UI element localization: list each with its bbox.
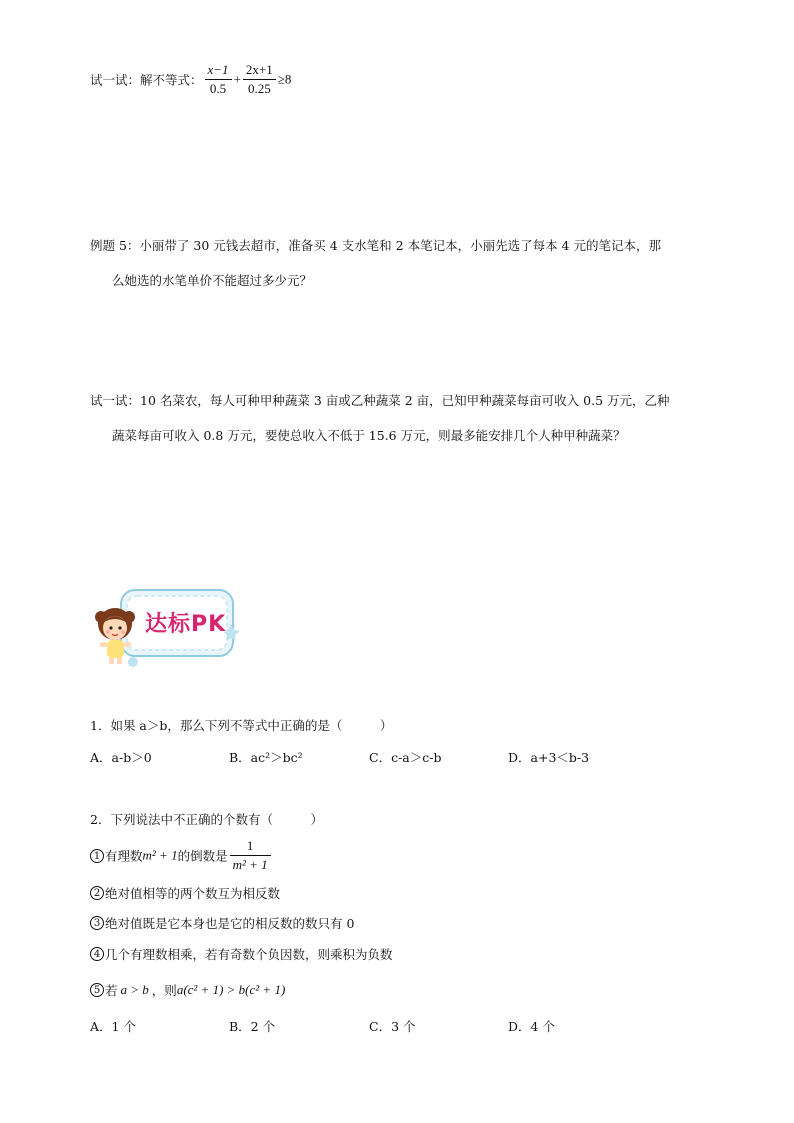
- fraction-2-denominator: 0.25: [247, 81, 271, 96]
- tryit-1-label: 试一试：解不等式：: [90, 72, 203, 88]
- fraction-2: [243, 62, 276, 97]
- q2-option-b[interactable]: B．2 个: [229, 1019, 276, 1034]
- fraction-1-numerator: x−1: [205, 62, 232, 80]
- q2-item-2: [90, 884, 280, 902]
- q2-item-5-expression: a(c² + 1) > b(c² + 1): [176, 982, 286, 997]
- fraction-1-denominator: 0.5: [209, 81, 227, 96]
- example-5-line-1: 例题 5：小丽带了 30 元钱去超市，准备买 4 支水笔和 2 本笔记本，小丽先选了每本 4 元的笔记本，那: [90, 238, 661, 253]
- q2-stem: 2．下列说法中不正确的个数有（ ）: [90, 812, 323, 827]
- fraction-2-numerator: 2x+1: [243, 62, 276, 80]
- q2-item-1-mid: 的倒数是: [177, 848, 228, 864]
- circled-number-2: 2: [90, 886, 104, 900]
- q2-item-5-condition: a > b: [120, 982, 149, 997]
- q1-option-a[interactable]: A．a-b＞0: [90, 750, 152, 765]
- badge-text: 达标PK: [145, 612, 227, 637]
- inequality-tail: ≥8: [277, 71, 292, 87]
- circled-number-1: 1: [90, 849, 104, 863]
- q1-option-c[interactable]: C．c-a＞c-b: [369, 750, 442, 765]
- q2-item-5-mid: ，则: [151, 983, 177, 998]
- q2-option-c[interactable]: C．3 个: [369, 1019, 416, 1034]
- q2-item-1-fraction-num: 1: [230, 838, 271, 856]
- circled-number-5: 5: [90, 983, 104, 997]
- q1-option-b[interactable]: B．ac²＞bc²: [229, 750, 303, 765]
- q1-option-d[interactable]: D．a+3＜b-3: [508, 750, 590, 765]
- plus-sign: +: [233, 71, 241, 87]
- q2-item-3-text: 绝对值既是它本身也是它的相反数的数只有 0: [105, 916, 355, 931]
- q2-item-2-text: 绝对值相等的两个数互为相反数: [105, 886, 281, 901]
- q2-item-5: [90, 981, 285, 999]
- tryit-2-line-2: 蔬菜每亩可收入 0.8 万元，要使总收入不低于 15.6 万元，则最多能安排几个人种甲种蔬菜？: [112, 428, 626, 443]
- circled-number-4: 4: [90, 947, 104, 961]
- fraction-1: [205, 62, 232, 97]
- q2-item-1: [90, 838, 273, 873]
- q2-item-3: [90, 914, 354, 932]
- badge-dabiao-pk: [93, 584, 243, 670]
- q2-item-1-text: 有理数: [105, 848, 143, 864]
- q2-item-4: [90, 945, 393, 963]
- q2-option-a[interactable]: A．1 个: [90, 1019, 136, 1034]
- dot-icon: [128, 657, 138, 667]
- q2-item-1-fraction: [230, 838, 271, 873]
- example-5-line-2: 么她选的水笔单价不能超过多少元？: [112, 273, 313, 288]
- circled-number-3: 3: [90, 916, 104, 930]
- q2-item-5-prefix: 若: [105, 983, 118, 998]
- tryit-2-line-1: 试一试：10 名菜农，每人可种甲种蔬菜 3 亩或乙种蔬菜 2 亩，已知甲种蔬菜每亩可收入 0.5 万元，乙种: [90, 393, 670, 408]
- q1-stem: 1．如果 a＞b，那么下列不等式中正确的是（ ）: [90, 718, 393, 733]
- q2-item-1-fraction-den: m² + 1: [232, 857, 268, 872]
- q2-option-d[interactable]: D．4 个: [508, 1019, 555, 1034]
- tryit-1: [90, 62, 291, 97]
- q2-item-4-text: 几个有理数相乘，若有奇数个负因数，则乘积为负数: [105, 947, 393, 962]
- q2-item-1-expr: m² + 1: [142, 847, 178, 863]
